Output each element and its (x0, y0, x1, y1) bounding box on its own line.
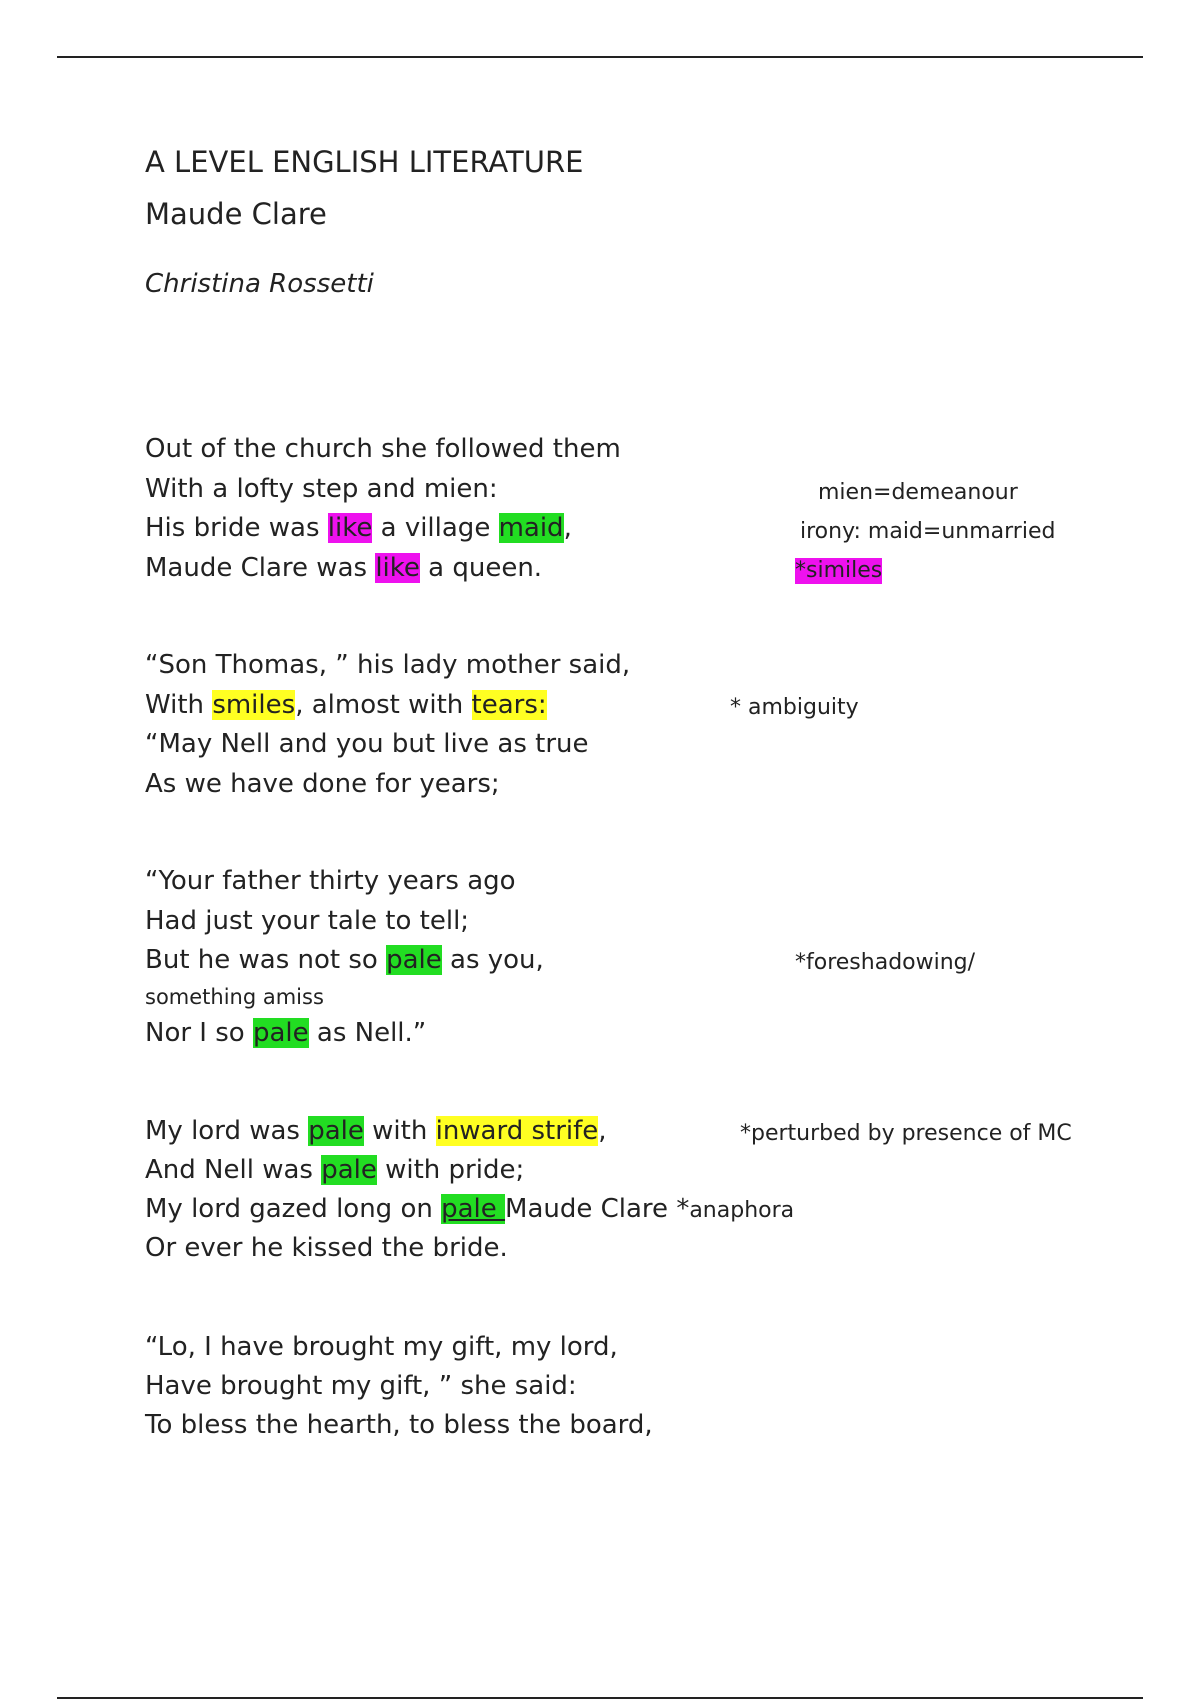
pale-highlight: pale (321, 1155, 377, 1185)
course-heading: A LEVEL ENGLISH LITERATURE (145, 145, 584, 179)
poem-line: Have brought my gift, ” she said: (145, 1371, 577, 1401)
annotation-irony: irony: maid=unmarried (800, 519, 1056, 544)
strife-highlight: inward strife (435, 1116, 599, 1146)
poem-line: As we have done for years; (145, 769, 500, 799)
poem-author: Christina Rossetti (145, 269, 374, 299)
annotation-ambiguity: * ambiguity (730, 695, 859, 720)
poem-line: And Nell was pale with pride; (145, 1155, 525, 1185)
poem-line: Nor I so pale as Nell.” (145, 1018, 427, 1048)
simile-highlight: like (327, 513, 373, 543)
irony-highlight: maid (498, 513, 564, 543)
annotation-foreshadowing-continued: something amiss (145, 985, 324, 1009)
annotation-foreshadowing: *foreshadowing/ (795, 950, 976, 975)
annotation-perturbed: *perturbed by presence of MC (740, 1121, 1072, 1146)
annotation-anaphora: anaphora (689, 1198, 795, 1223)
poem-line: Out of the church she followed them (145, 434, 621, 464)
poem-line: Or ever he kissed the bride. (145, 1233, 508, 1263)
ambiguity-highlight: smiles (212, 690, 296, 720)
poem-line: “Son Thomas, ” his lady mother said, (145, 650, 631, 680)
poem-line: With a lofty step and mien: (145, 474, 498, 504)
bottom-rule (57, 1697, 1143, 1699)
simile-highlight: like (375, 553, 420, 583)
poem-line: Maude Clare was like a queen. (145, 553, 543, 583)
pale-highlight: pale (386, 945, 442, 975)
pale-highlight: pale (252, 1018, 309, 1048)
poem-line: “May Nell and you but live as true (145, 729, 589, 759)
poem-line: To bless the hearth, to bless the board, (145, 1410, 653, 1440)
poem-line: My lord was pale with inward strife, (145, 1116, 607, 1146)
poem-line: With smiles, almost with tears: (145, 690, 547, 720)
poem-line: My lord gazed long on pale Maude Clare *anaphora (145, 1194, 795, 1224)
pale-highlight: pale (441, 1194, 506, 1224)
poem-line: His bride was like a village maid, (145, 513, 572, 543)
pale-highlight: pale (308, 1116, 364, 1146)
poem-line: “Lo, I have brought my gift, my lord, (145, 1332, 618, 1362)
ambiguity-highlight: tears: (471, 690, 547, 720)
annotation-similes: *similes (795, 558, 883, 583)
poem-line: “Your father thirty years ago (145, 866, 516, 896)
poem-line: But he was not so pale as you, (145, 945, 544, 975)
annotation-mien: mien=demeanour (818, 480, 1018, 505)
top-rule (57, 56, 1143, 58)
poem-title: Maude Clare (145, 197, 327, 231)
poem-line: Had just your tale to tell; (145, 906, 470, 936)
